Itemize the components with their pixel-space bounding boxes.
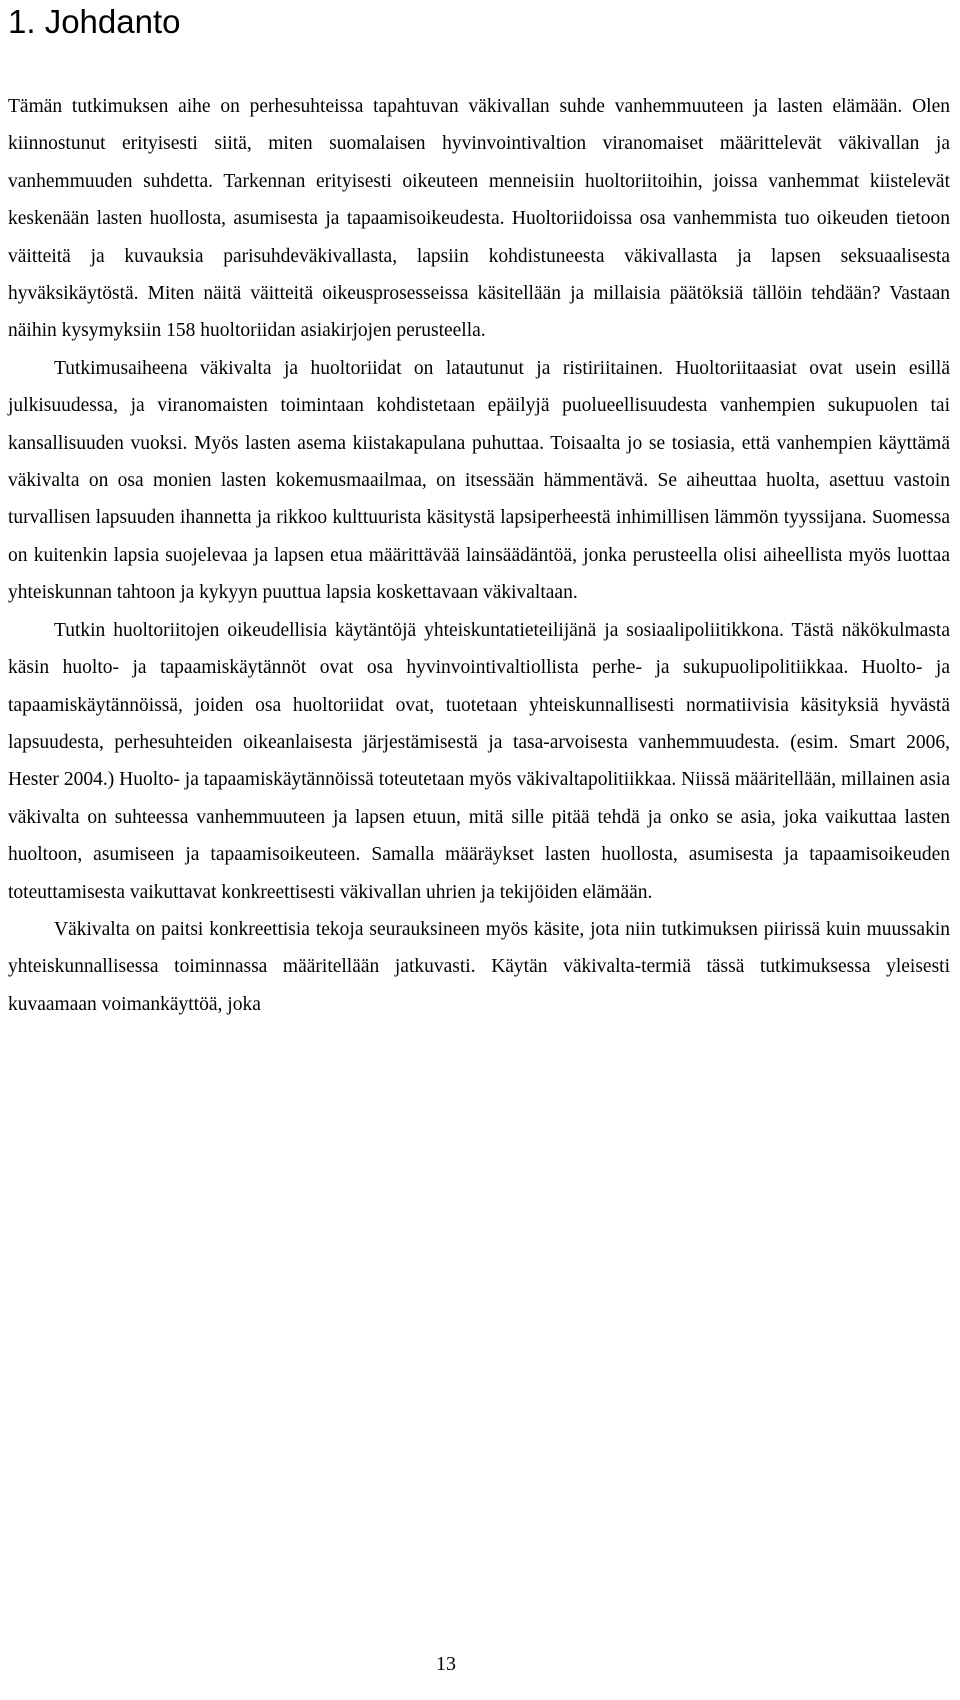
body-text xyxy=(8,88,950,1023)
paragraph-2: Tutkimusaiheena väkivalta ja huoltoriidat on latautunut ja ristiriitainen. Huoltoriitaasiat ovat usein esillä julkisuudessa, ja viranomaisten toimintaan kohdistetaan epäilyjä puolueellisuudesta vanhempien sukupuolen tai kansallisuuden vuoksi. Myös lasten asema kiistakapulana puhuttaa. Toisaalta jo se tosiasia, että vanhempien käyttämä väkivalta on osa monien lasten kokemusmaailmaa, on itsessään hämmentävä. Se aiheuttaa huolta, asettuu vastoin turvallisen lapsuuden ihannetta ja rikkoo kulttuurista käsitystä lapsiperheestä inhimillisen lämmön tyyssijana. Suomessa on kuitenkin lapsia suojelevaa ja lapsen etua määrittävää lainsäädäntöä, jonka perusteella olisi aiheellista myös luottaa yhteiskunnan tahtoon ja kykyyn puuttua lapsia koskettavaan väkivaltaan. xyxy=(8,357,950,604)
page-number: 13 xyxy=(436,1653,456,1675)
paragraph-3: Tutkin huoltoriitojen oikeudellisia käytäntöjä yhteiskuntatieteilijänä ja sosiaalipoliitikkona. Tästä näkökulmasta käsin huolto- ja tapaamiskäytännöt ovat osa hyvinvointivaltiollista perhe- ja sukupuolipolitiikkaa. Huolto- ja tapaamiskäytännöissä, joiden osa huoltoriidat ovat, tuotetaan yhteiskunnallisesti normatiivisia käsityksiä hyvästä lapsuudesta, perhesuhteiden oikeanlaisesta järjestämisestä ja tasa-arvoisesta vanhemmuudesta. (esim. Smart 2006, Hester 2004.) Huolto- ja tapaamiskäytännöissä toteutetaan myös väkivaltapolitiikkaa. Niissä määritellään, millainen asia väkivalta on suhteessa vanhemmuuteen ja lapsen etuun, mitä sille pitää tehdä ja onko se asia, joka vaikuttaa lasten huoltoon, asumiseen ja tapaamisoikeuteen. Samalla määräykset lasten huollosta, asumisesta ja tapaamisoikeuden toteuttamisesta vaikuttavat konkreettisesti väkivallan uhrien ja tekijöiden elämään. xyxy=(8,619,950,903)
paragraph-4: Väkivalta on paitsi konkreettisia tekoja seurauksineen myös käsite, jota niin tutkimuksen piirissä kuin muussakin yhteiskunnallisessa toiminnassa määritellään jatkuvasti. Käytän väkivalta-termiä tässä tutkimuksessa yleisesti kuvaamaan voimankäyttöä, joka xyxy=(8,918,950,1015)
paragraph-1: Tämän tutkimuksen aihe on perhesuhteissa tapahtuvan väkivallan suhde vanhemmuuteen ja lasten elämään. Olen kiinnostunut erityisesti siitä, miten suomalaisen hyvinvointivaltion viranomaiset määrittelevät väkivallan ja vanhemmuuden suhdetta. Tarkennan erityisesti oikeuteen menneisiin huoltoriitoihin, joissa vanhemmat kiistelevät keskenään lasten huollosta, asumisesta ja tapaamisoikeudesta. Huoltoriidoissa osa vanhemmista tuo oikeuden tietoon väitteitä ja kuvauksia parisuhdeväkivallasta, lapsiin kohdistuneesta väkivallasta ja lapsen seksuaalisesta hyväksikäytöstä. Miten näitä väitteitä oikeusprosesseissa käsitellään ja millaisia päätöksiä tällöin tehdään? Vastaan näihin kysymyksiin 158 huoltoriidan asiakirjojen perusteella. xyxy=(8,96,950,342)
document-page xyxy=(8,0,950,1023)
page-title: 1. Johdanto xyxy=(8,3,181,40)
